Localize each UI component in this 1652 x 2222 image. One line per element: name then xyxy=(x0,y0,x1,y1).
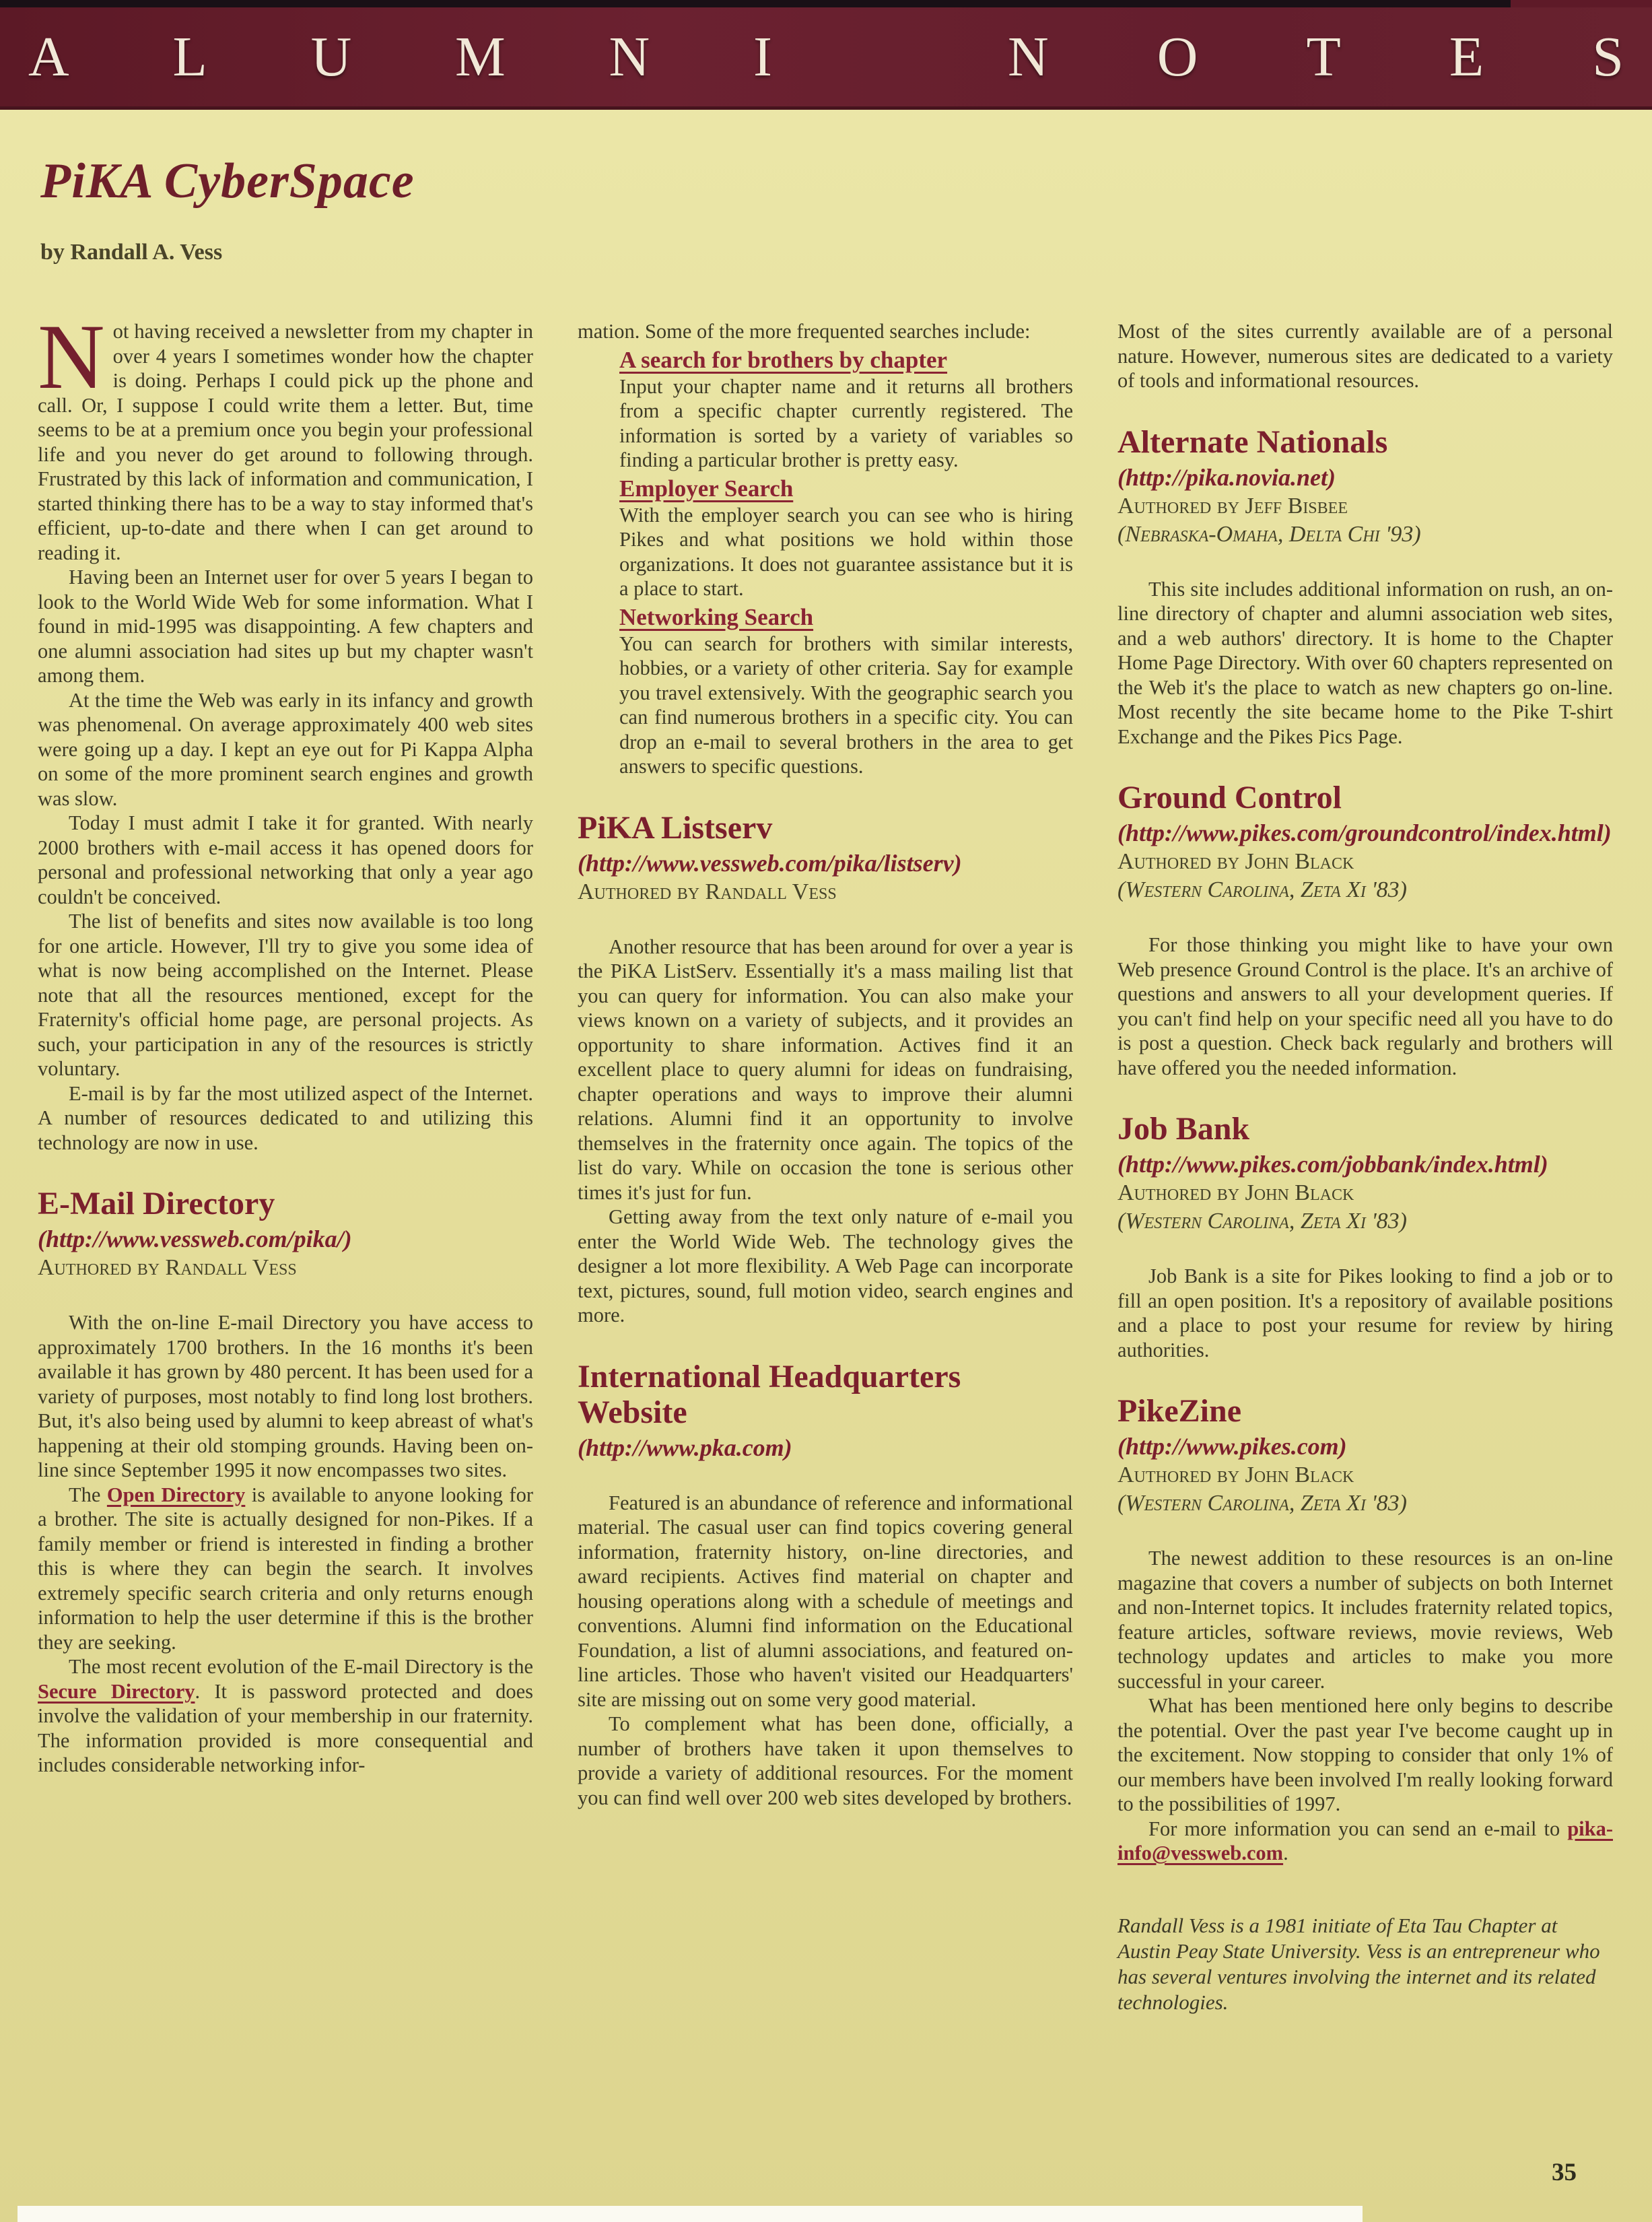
section-heading: International Headquarters Website xyxy=(578,1358,961,1430)
section-heading: E-Mail Directory xyxy=(38,1186,275,1221)
article-paragraph: Getting away from the text only nature of e-mail you enter the World Wide Web. The technology gives the designer a lot more flexibility. A Web Page can incorporate text, pictures, sound, full motion video, search engines and more. xyxy=(578,1205,1073,1326)
article-paragraph: Today I must admit I take it for granted. With nearly 2000 brothers with e-mail access it has opened doors for personal and professional networking that only a year ago couldn't be conceived. xyxy=(38,811,533,908)
article-column-2 xyxy=(578,319,1073,2015)
banner-letter: N xyxy=(609,25,650,88)
article-paragraph: The most recent evolution of the E-mail Directory is the Secure Directory. It is password protected and does involve the validation of your membership in our fraternity. The information provided is more consequential and includes considerable networking infor- xyxy=(38,1655,534,1776)
article-paragraph: Having been an Internet user for over 5 years I began to look to the World Wide Web for some information. What I found in mid-1995 was disappointing. A few chapters and one alumni association had sites up but my chapter wasn't among them. xyxy=(38,566,533,687)
section-chapter: (Western Carolina, Zeta Xi '83) xyxy=(1117,1209,1407,1234)
article-title: PiKA CyberSpace xyxy=(40,154,415,209)
banner-letter: O xyxy=(1157,25,1198,88)
alumni-notes-banner xyxy=(0,7,1652,110)
section-url: (http://www.vessweb.com/pika/listserv) xyxy=(578,849,962,877)
section-author: Authored by John Black xyxy=(1117,1180,1354,1205)
section-url: (http://pika.novia.net) xyxy=(1117,463,1336,491)
article-column-3 xyxy=(1117,319,1613,2015)
section-head-block xyxy=(578,810,1073,906)
banner-letter: N xyxy=(1008,25,1049,88)
banner-letter: T xyxy=(1306,25,1341,88)
section-url: (http://www.pka.com) xyxy=(578,1434,792,1461)
banner-letter: A xyxy=(28,25,69,88)
article-paragraph: What has been mentioned here only begins to describe the potential. Over the past year I've become caught up in the excitement. Now stopping to consider that only 1% of our members have been involved I'm really looking forward to the possibilities of 1997. xyxy=(1117,1694,1613,1815)
banner-letter: E xyxy=(1449,25,1484,88)
article-paragraph: At the time the Web was early in its infancy and growth was phenomenal. On average approximately 400 web sites were going up a day. I kept an eye out for Pi Kappa Alpha on some of the more prominent search engines and growth was slow. xyxy=(38,688,533,810)
article-paragraph: For those thinking you might like to have your own Web presence Ground Control is the place. It's an archive of questions and answers to all your development queries. If you can't find help on your specific need all you have to do is post a question. Check back regularly and brothers will have offered you the needed information. xyxy=(1117,933,1613,1079)
section-author: Authored by John Black xyxy=(1117,1462,1354,1487)
section-author: Authored by John Black xyxy=(1117,849,1354,874)
section-head-block xyxy=(1117,1111,1613,1236)
section-head-block xyxy=(1117,1393,1613,1518)
search-category-description: Input your chapter name and it returns all brothers from a specific chapter currently registered. The information is sorted by a variety of variables so finding a particular brother is pretty easy. xyxy=(619,374,1073,471)
article-paragraph: The list of benefits and sites now available is too long for one article. However, I'll try to give you some idea of what is now being accomplished on the Internet. Please note that all the resources mentioned, except for the Fraternity's official home page, are personal projects. As such, your participation in any of the resources is strictly voluntary. xyxy=(38,910,533,1080)
inline-link: Secure Directory xyxy=(38,1679,195,1703)
banner-letter: U xyxy=(310,25,352,88)
article-content xyxy=(0,113,1652,2015)
section-author: Authored by Randall Vess xyxy=(38,1255,297,1280)
banner-letter: M xyxy=(455,25,506,88)
banner-letter: I xyxy=(753,25,772,88)
inline-link: pika-info@vessweb.com xyxy=(1117,1817,1613,1864)
article-paragraph: With the on-line E-mail Directory you have access to approximately 1700 brothers. In the 16 months it's been available it has grown by 480 percent. It has been used for a variety of purposes, most notably to find long lost brothers. But, it's also being used by alumni to keep abreast of what's happening at their old stomping grounds. Having been on-line since September 1995 it now encompasses two sites. xyxy=(38,1311,533,1481)
section-chapter: (Western Carolina, Zeta Xi '83) xyxy=(1117,877,1407,902)
banner-letter: S xyxy=(1592,25,1624,88)
article-paragraph: E-mail is by far the most utilized aspect of the Internet. A number of resources dedicated to and utilizing this technology are now in use. xyxy=(38,1081,533,1154)
inline-link: Open Directory xyxy=(106,1483,246,1506)
banner-word-notes xyxy=(1008,25,1624,88)
article-column-1 xyxy=(38,305,534,2015)
banner-letter: L xyxy=(172,25,207,88)
page-number: 35 xyxy=(1552,2159,1577,2186)
byline: by Randall A. Vess xyxy=(40,240,223,265)
section-head-block xyxy=(1117,780,1613,904)
article-paragraph: To complement what has been done, officially, a number of brothers have taken it upon themselves to provide a variety of additional resources. For the moment you can find well over 200 web sites developed by brothers. xyxy=(578,1712,1073,1809)
article-paragraph: The newest addition to these resources is an on-line magazine that covers a number of subjects on both Internet and non-Internet topics. It includes fraternity related topics, feature articles, software reviews, movie reviews, Web technology updates and articles to make you more successful in your career. xyxy=(1117,1547,1613,1693)
article-paragraph: Another resource that has been around for over a year is the PiKA ListServ. Essentially it's a mass mailing list that you can query for information. You can also make your views known on a variety of subjects, and it provides an opportunity to share information. Actives find it an excellent place to query alumni for ideas on fundraising, chapter operations and ways to improve their alumni relations. Alumni find it an opportunity to involve themselves in the fraternity once again. The topics of the list do vary. While on occasion the tone is serious other times it's just for fun. xyxy=(578,935,1073,1204)
article-paragraph: Job Bank is a site for Pikes looking to find a job or to fill an open position. It's a repository of available positions and a place to post your resume for review by hiring authorities. xyxy=(1117,1265,1613,1361)
section-head-block xyxy=(578,1359,1073,1462)
section-head-block xyxy=(38,1186,533,1282)
article-paragraph: Featured is an abundance of reference and informational material. The casual user can find topics covering general information, fraternity history, on-line directories, and award recipients. Actives find material on chapter and housing operations along with a schedule of meetings and conventions. Alumni find information on the Educational Foundation, a list of alumni associations, and featured on-line articles. Those who haven't visited our Headquarters' site are missing out on some very good material. xyxy=(578,1491,1073,1711)
section-author: Authored by Randall Vess xyxy=(578,879,837,904)
article-paragraph: This site includes additional information on rush, an on-line directory of chapter and alumni association web sites, and a web authors' directory. It is home to the Chapter Home Page Directory. With over 60 chapters represented on the Web it's the place to watch as new chapters go on-line. Most recently the site became home to the Pike T-shirt Exchange and the Pikes Pics Page. xyxy=(1117,577,1613,748)
article-paragraph: Most of the sites currently available are of a personal nature. However, numerous sites are dedicated to a variety of tools and informational resources. xyxy=(1117,320,1613,392)
section-url: (http://www.pikes.com/jobbank/index.html) xyxy=(1117,1151,1548,1178)
section-url: (http://www.pikes.com) xyxy=(1117,1433,1347,1460)
search-category-description: With the employer search you can see who is hiring Pikes and what positions we hold within those organizations. It does not guarantee assistance but it is a place to start. xyxy=(619,503,1073,600)
section-url: (http://www.pikes.com/groundcontrol/index.html) xyxy=(1117,819,1612,846)
section-url: (http://www.vessweb.com/pika/) xyxy=(38,1225,352,1252)
section-heading: Ground Control xyxy=(1117,780,1342,815)
article-paragraph: Not having received a newsletter from my chapter in over 4 years I sometimes wonder how the chapter is doing. Perhaps I could pick up the phone and call. Or, I suppose I could write them a letter. But, time seems to be at a premium once you begin your professional life and you never do get around to following through. Frustrated by this lack of information and communication, I started thinking there has to be a way to stay informed that's efficient, up-to-date and there when I can get around to reading it. xyxy=(38,305,533,564)
search-category-heading: A search for brothers by chapter xyxy=(619,346,948,373)
section-head-block xyxy=(1117,424,1613,549)
search-category-heading: Networking Search xyxy=(619,603,814,630)
section-chapter: (Western Carolina, Zeta Xi '83) xyxy=(1117,1491,1407,1516)
section-heading: PikeZine xyxy=(1117,1393,1242,1429)
article-paragraph: For more information you can send an e-mail to pika-info@vessweb.com. xyxy=(1117,1817,1613,1864)
scan-edge-bottom xyxy=(18,2206,1363,2222)
author-bio: Randall Vess is a 1981 initiate of Eta Tau Chapter at Austin Peay State University. Vess is an entrepreneur who has several ventures involving the internet and its related technologies. xyxy=(1117,1913,1600,2014)
section-author: Authored by Jeff Bisbee xyxy=(1117,493,1348,518)
article-paragraph: The Open Directory is available to anyone looking for a brother. The site is actually designed for non-Pikes. If a family member or friend is interested in finding a brother this is where they can begin the search. It involves extremely specific search criteria and only returns enough information to help the user determine if this is the brother they are seeking. xyxy=(38,1483,533,1654)
section-heading: PiKA Listserv xyxy=(578,809,773,846)
banner-word-alumni xyxy=(28,25,772,88)
section-heading: Alternate Nationals xyxy=(1117,424,1388,460)
article-paragraph: mation. Some of the more frequented searches include: xyxy=(578,320,1031,343)
section-chapter: (Nebraska-Omaha, Delta Chi '93) xyxy=(1117,521,1421,547)
drop-cap: N xyxy=(38,305,105,408)
section-heading: Job Bank xyxy=(1117,1111,1250,1147)
search-category-heading: Employer Search xyxy=(619,475,794,502)
article-columns xyxy=(38,305,1613,2015)
search-category-description: You can search for brothers with similar interests, hobbies, or a variety of other criteria. Say for example you travel extensively. With the geographic search you can find numerous brothers in a specific city. You can drop an e-mail to several brothers in the area to get answers to specific questions. xyxy=(619,632,1073,778)
